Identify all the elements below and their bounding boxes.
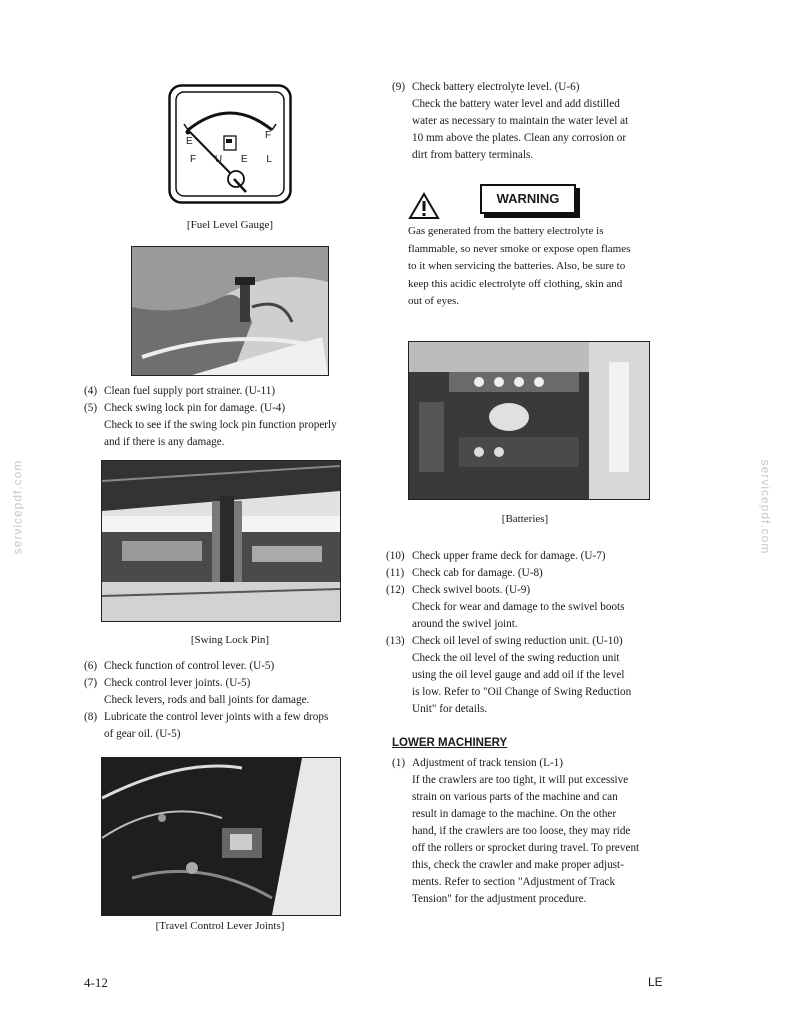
list-item: Check levers, rods and ball joints for damage. <box>104 694 310 706</box>
list-item: strain on various parts of the machine and can <box>412 791 618 803</box>
list-item: Tension" for the adjustment procedure. <box>412 893 587 905</box>
list-item: (10) Check upper frame deck for damage. (U-7) <box>386 550 606 562</box>
list-item: (9) Check battery electrolyte level. (U-6) <box>392 81 580 93</box>
list-item: (12) Check swivel boots. (U-9) <box>386 584 531 596</box>
list-item: Check the oil level of the swing reduction unit <box>412 652 620 664</box>
warning-label: WARNING <box>480 184 576 214</box>
fuel-gauge-caption: [Fuel Level Gauge] <box>186 219 274 231</box>
batteries-photo <box>408 341 650 500</box>
list-item: off the rollers or sprocket during travel. To prevent <box>412 842 640 854</box>
list-item: result in damage to the machine. On the other <box>412 808 617 820</box>
list-item: (11) Check cab for damage. (U-8) <box>386 567 543 579</box>
warning-text: Gas generated from the battery electrolyte is flammable, so never smoke or expose open flames to it when servicing the batteries. Also, be sure to keep this acidic electrolyte off clothing, skin and out of eyes. <box>408 225 631 307</box>
batteries-caption: [Batteries] <box>501 513 549 525</box>
warning-triangle-icon <box>408 192 440 220</box>
list-item: (5) Check swing lock pin for damage. (U-4) <box>84 402 286 414</box>
list-item: Check the battery water level and add distilled <box>412 98 620 110</box>
list-item: (8) Lubricate the control lever joints with a few drops <box>84 711 329 723</box>
list-item: (13) Check oil level of swing reduction unit. (U-10) <box>386 635 623 647</box>
list-item: water as necessary to maintain the water level at <box>412 115 629 127</box>
left-items-a <box>84 383 337 451</box>
list-item: Unit" for details. <box>412 703 488 715</box>
gauge-fuel-label: F U E L <box>190 154 280 165</box>
list-item: and if there is any damage. <box>104 436 225 448</box>
swing-lock-pin-caption: [Swing Lock Pin] <box>190 634 270 646</box>
right-items-b <box>386 548 631 718</box>
list-item: ments. Refer to section "Adjustment of Track <box>412 876 616 888</box>
page-number: 4-12 <box>84 975 108 990</box>
fuel-port-photo <box>131 246 329 376</box>
travel-lever-caption: [Travel Control Lever Joints] <box>155 920 285 932</box>
list-item: is low. Refer to "Oil Change of Swing Reduction <box>412 686 632 698</box>
list-item: (4) Clean fuel supply port strainer. (U-11) <box>84 385 276 397</box>
list-item: (6) Check function of control lever. (U-5) <box>84 660 275 672</box>
swing-lock-pin-photo <box>101 460 341 622</box>
list-item: (7) Check control lever joints. (U-5) <box>84 677 251 689</box>
gauge-e-label: E <box>186 136 193 147</box>
watermark-right: servicepdf.com <box>758 459 773 555</box>
right-items-c <box>392 755 639 908</box>
list-item: Check for wear and damage to the swivel boots <box>412 601 625 613</box>
watermark-left: servicepdf.com <box>10 459 25 555</box>
travel-lever-photo <box>101 757 341 916</box>
lower-machinery-heading: LOWER MACHINERY <box>392 737 508 749</box>
manual-code: LE <box>648 975 663 989</box>
left-items-b <box>84 658 328 743</box>
list-item: 10 mm above the plates. Clean any corrosion or <box>412 132 627 144</box>
gauge-f-label: F <box>265 130 272 141</box>
list-item: of gear oil. (U-5) <box>104 728 181 740</box>
list-item: using the oil level gauge and add oil if the level <box>412 669 625 681</box>
list-item: Check to see if the swing lock pin function properly <box>104 419 337 431</box>
list-item: (1) Adjustment of track tension (L-1) <box>392 757 563 769</box>
list-item: this, check the crawler and make proper adjust- <box>412 859 624 871</box>
list-item: hand, if the crawlers are too loose, they may ride <box>412 825 631 837</box>
list-item: If the crawlers are too tight, it will put excessive <box>412 774 629 786</box>
list-item: dirt from battery terminals. <box>412 149 534 161</box>
list-item: around the swivel joint. <box>412 618 518 630</box>
right-items-a <box>392 79 628 164</box>
fuel-gauge-figure <box>168 84 292 204</box>
